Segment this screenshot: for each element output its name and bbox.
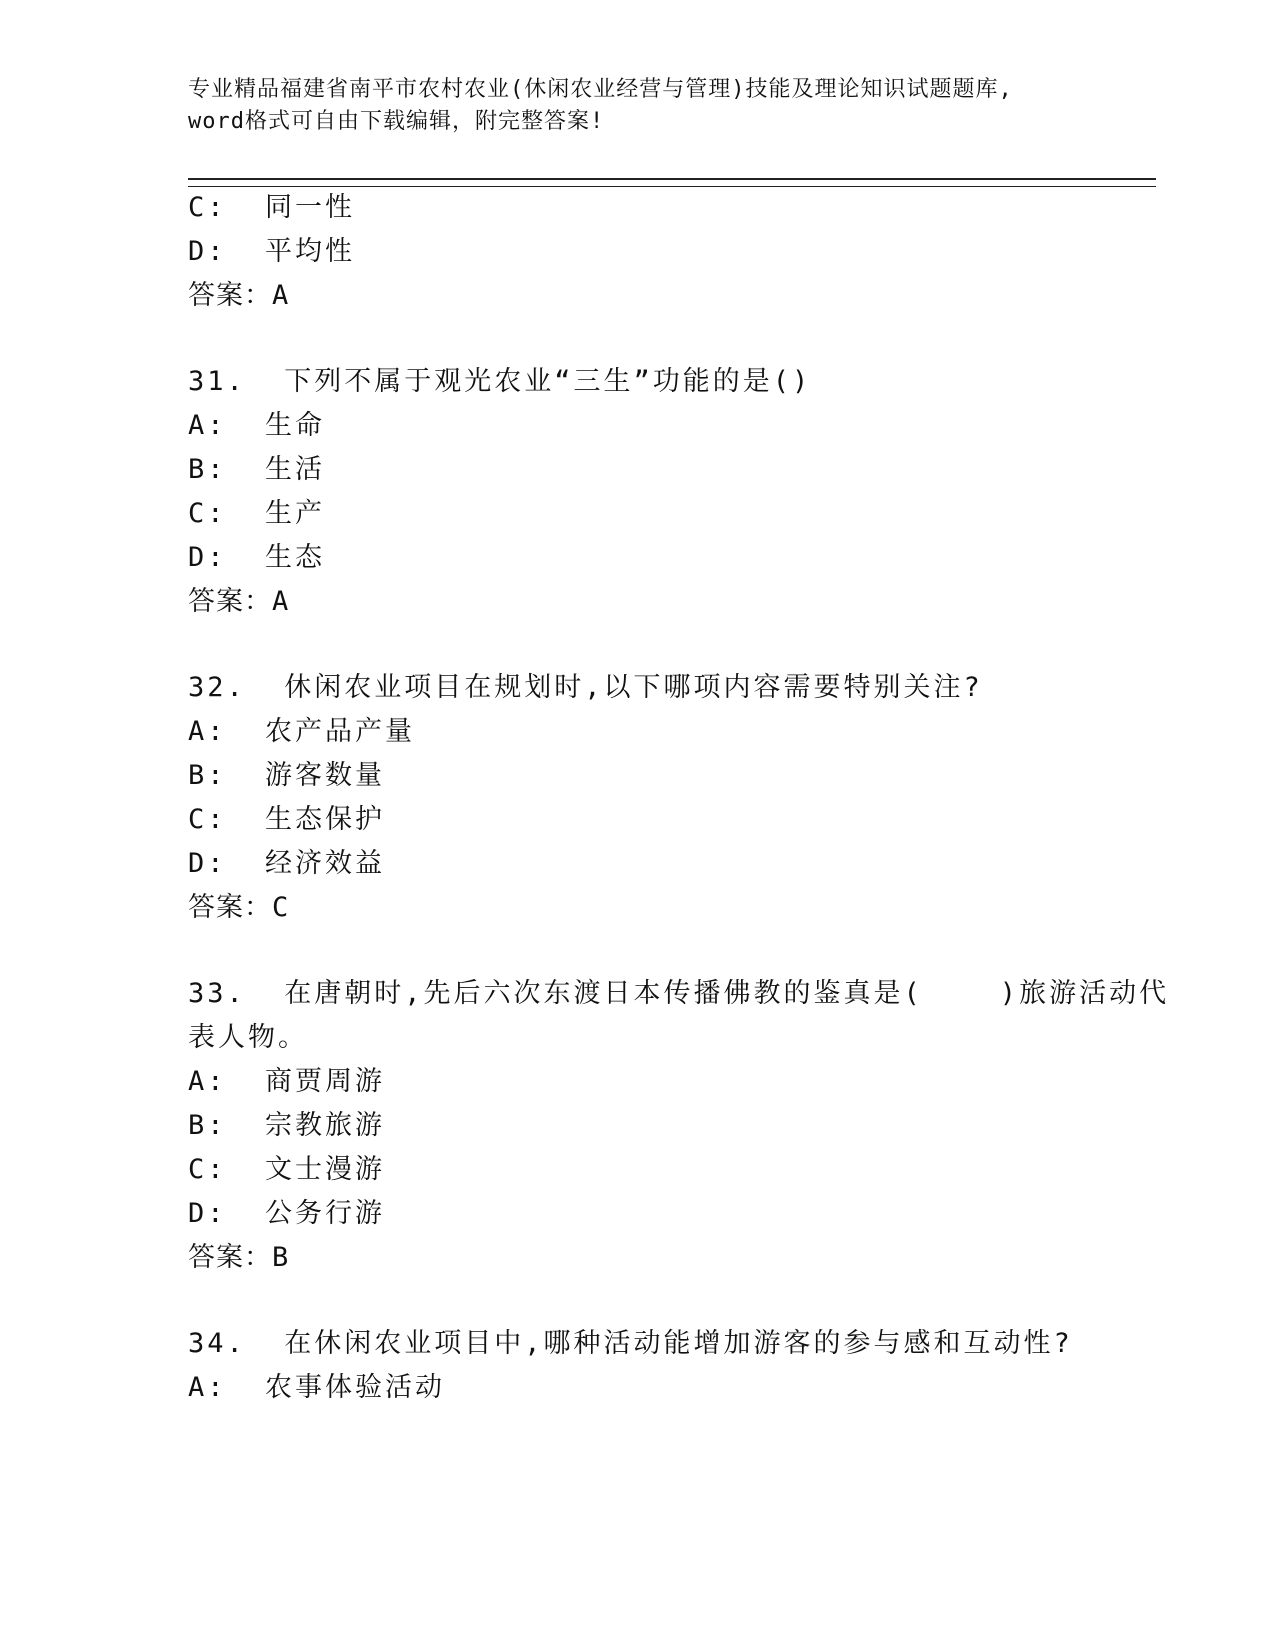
question-31-stem: 31. 下列不属于观光农业“三生”功能的是() <box>188 366 812 397</box>
question-33-option-c: C: 文士漫游 <box>188 1154 386 1185</box>
header-divider <box>188 178 1156 187</box>
question-32-option-a: A: 农产品产量 <box>188 716 416 747</box>
header-title-line-2: word格式可自由下载编辑，附完整答案! <box>188 109 605 134</box>
question-32-option-c: C: 生态保护 <box>188 804 386 835</box>
question-33-option-d: D: 公务行游 <box>188 1198 386 1229</box>
header-title-line-1: 专业精品福建省南平市农村农业(休闲农业经营与管理)技能及理论知识试题题库, <box>188 77 1013 102</box>
answer: 答案：A <box>188 280 290 311</box>
option-d: D: 平均性 <box>188 236 356 267</box>
question-33-option-b: B: 宗教旅游 <box>188 1110 386 1141</box>
question-34-option-a: A: 农事体验活动 <box>188 1372 446 1403</box>
question-33-stem-line-2: 表人物。 <box>188 1022 308 1053</box>
question-31-option-c: C: 生产 <box>188 498 326 529</box>
question-33-stem-line-1: 33. 在唐朝时,先后六次东渡日本传播佛教的鉴真是( )旅游活动代 <box>188 978 1170 1009</box>
question-33-answer: 答案：B <box>188 1242 290 1273</box>
question-32-answer: 答案：C <box>188 892 290 923</box>
question-32-option-b: B: 游客数量 <box>188 760 386 791</box>
option-c: C: 同一性 <box>188 192 356 223</box>
page-header <box>188 74 1148 138</box>
question-31-option-a: A: 生命 <box>188 410 326 441</box>
question-31-option-d: D: 生态 <box>188 542 326 573</box>
question-34-stem: 34. 在休闲农业项目中,哪种活动能增加游客的参与感和互动性? <box>188 1328 1073 1359</box>
question-32-option-d: D: 经济效益 <box>188 848 386 879</box>
question-31-option-b: B: 生活 <box>188 454 326 485</box>
question-31-answer: 答案：A <box>188 586 290 617</box>
question-33-option-a: A: 商贾周游 <box>188 1066 386 1097</box>
question-32-stem: 32. 休闲农业项目在规划时,以下哪项内容需要特别关注? <box>188 672 983 703</box>
